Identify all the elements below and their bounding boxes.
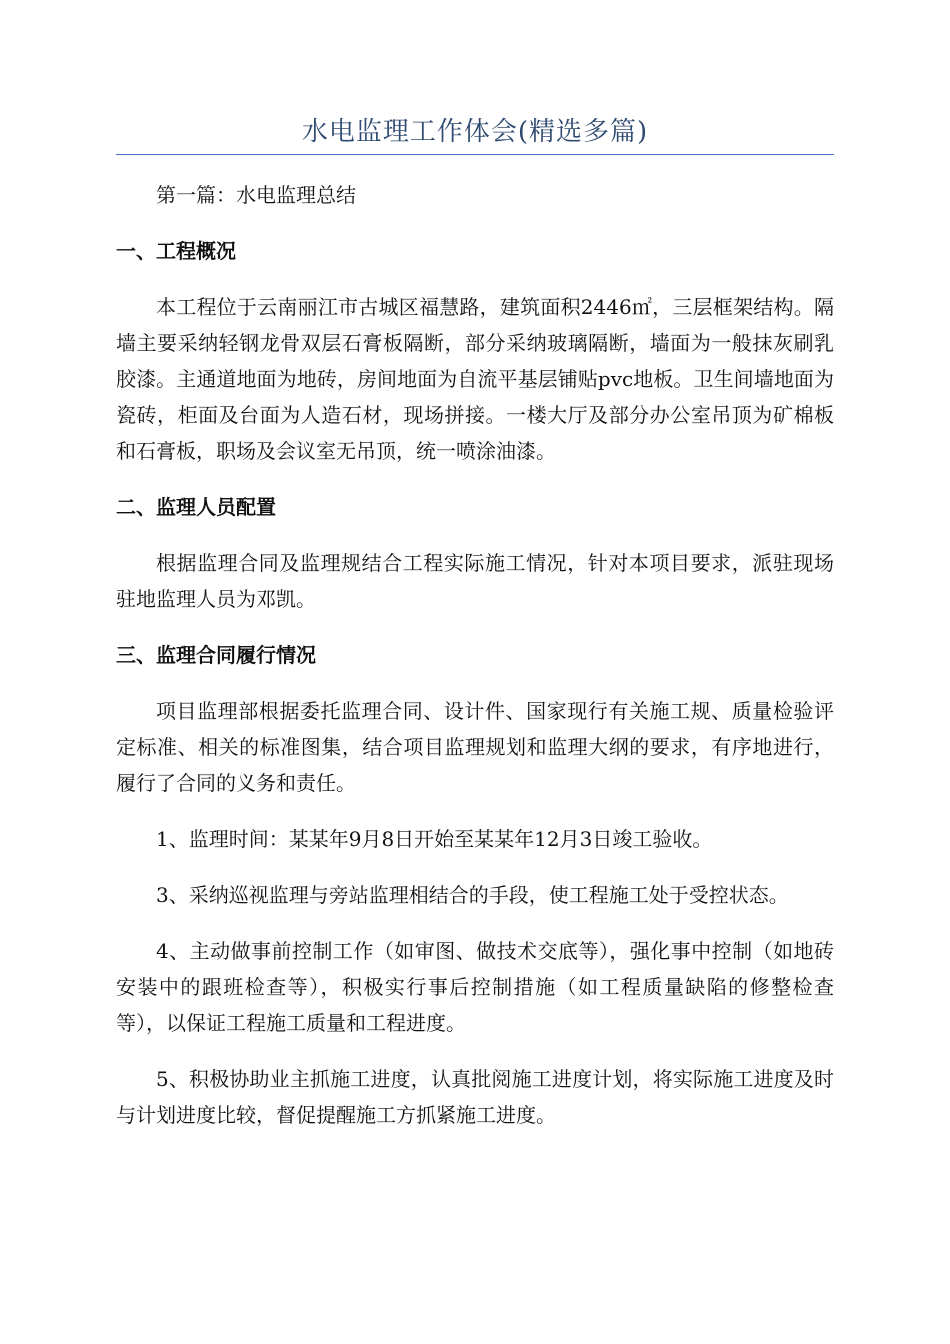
list-item-5: 5、积极协助业主抓施工进度，认真批阅施工进度计划，将实际施工进度及时与计划进度比较，督促提醒施工方抓紧施工进度。 [116,1067,834,1127]
list-item-1: 1、监理时间：某某年9月8日开始至某某年12月3日竣工验收。 [156,827,713,851]
paragraph-contract-performance: 项目监理部根据委托监理合同、设计件、国家现行有关施工规、质量检验评定标准、相关的标准图集，结合项目监理规划和监理大纲的要求，有序地进行，履行了合同的义务和责任。 [116,699,834,795]
document-title: 水电监理工作体会(精选多篇) [116,110,834,155]
heading-contract-performance: 三、监理合同履行情况 [116,643,316,667]
heading-staffing: 二、监理人员配置 [116,495,276,519]
list-item-3: 3、采纳巡视监理与旁站监理相结合的手段，使工程施工处于受控状态。 [156,883,789,907]
paragraph-staffing: 根据监理合同及监理规结合工程实际施工情况，针对本项目要求，派驻现场驻地监理人员为邓凯。 [116,551,834,611]
heading-project-overview: 一、工程概况 [116,239,236,263]
list-item-4: 4、主动做事前控制工作（如审图、做技术交底等），强化事中控制（如地砖安装中的跟班检查等），积极实行事后控制措施（如工程质量缺陷的修整检查等），以保证工程施工质量和工程进度。 [116,939,834,1035]
section-intro: 第一篇：水电监理总结 [156,183,356,207]
document-body [116,110,834,1133]
paragraph-project-overview: 本工程位于云南丽江市古城区福慧路，建筑面积2446㎡，三层框架结构。隔墙主要采纳轻钢龙骨双层石膏板隔断，部分采纳玻璃隔断，墙面为一般抹灰刷乳胶漆。主通道地面为地砖，房间地面为自流平基层铺贴pvc地板。卫生间墙地面为瓷砖，柜面及台面为人造石材，现场拼接。一楼大厅及部分办公室吊顶为矿棉板和石膏板，职场及会议室无吊顶，统一喷涂油漆。 [116,295,834,463]
